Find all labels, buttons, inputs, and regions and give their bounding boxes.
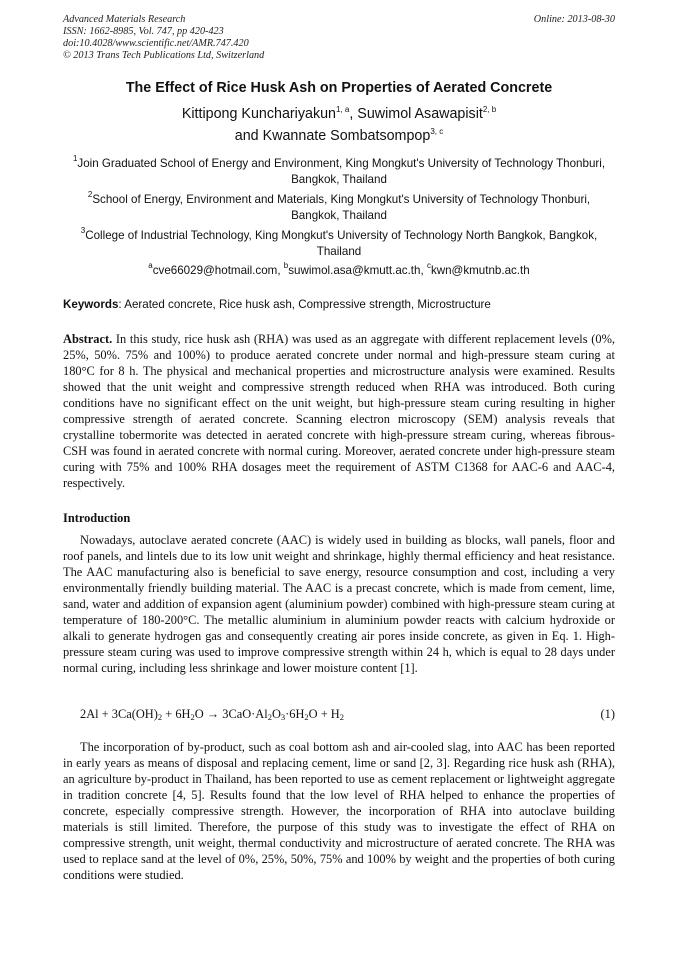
- abstract-label: Abstract.: [63, 332, 113, 346]
- abstract-paragraph: [63, 331, 615, 491]
- author-separator: ,: [349, 106, 358, 122]
- email-link[interactable]: kwn@kmutnb.ac.th: [430, 264, 530, 277]
- introduction-paragraph-1: Nowadays, autoclave aerated concrete (AAC) is widely used in building as blocks, wall panels, floor and roof panels, and lintels due to its low unit weight and shrinkage, highly thermal efficiency and heat resistance. The AAC manufacturing also is beneficial to save energy, resource consumption and cost, including a very environmentally friendly building material. The AAC is a precast concrete, which is made from cement, lime, sand, water and addition of expansion agent (aluminium powder) combined with high-pressure steam curing at temperature of 180-200°C. The metallic aluminium in aluminium powder reacts with calcium hydroxide or alkali to generate hydrogen gas and consequently creating air pores inside concrete, as given in Eq. 1. High-pressure steam curing was used to improve compressive strength within 24 h, which is equal to 28 days under normal curing, including less shrinkage and lower moisture content [1].: [63, 533, 615, 675]
- chemical-equation: [80, 707, 615, 722]
- affiliation-3: [63, 228, 615, 260]
- introduction-heading: Introduction: [63, 511, 131, 525]
- affiliation-1: [63, 156, 615, 188]
- affiliation-number: 3: [80, 226, 86, 235]
- equation-number: (1): [600, 707, 615, 721]
- author-list: [40, 103, 638, 147]
- author-superscript: 1, a: [336, 105, 350, 114]
- affiliation-text: School of Energy, Environment and Materials, King Mongkut's University of Technology Thonburi, Bangkok, Thailand: [92, 193, 591, 222]
- email-superscript: b: [283, 261, 289, 270]
- journal-name: Advanced Materials Research: [63, 14, 186, 25]
- email-link[interactable]: suwimol.asa@kmutt.ac.th: [288, 264, 421, 277]
- email-link[interactable]: cve66029@hotmail.com: [152, 264, 278, 277]
- author-name: Suwimol Asawapisit: [357, 106, 483, 122]
- email-superscript: c: [426, 261, 431, 270]
- author-emails: [40, 261, 638, 277]
- journal-header: [63, 14, 264, 62]
- affiliation-number: 2: [87, 190, 93, 199]
- equation-body: $2Al + 3Ca(OH)_2 + 6H_2O \to 3CaO\cdot Al_2O_3\cdot 6H_2O + H_2$: [80, 707, 345, 722]
- abstract-text: In this study, rice husk ash (RHA) was used as an aggregate with different replacement levels (0%, 25%, 50%. 75% and 100%) to produce aerated concrete under normal and high-pressure steam curing at 180°C for 8 h. The physical and mechanical properties and microstructure analysis were examined. Results showed that the unit weight and compressive strength reduced when RHA was introduced. Both curing conditions have no significant effect on the unit weight, but high-pressure steam curing resulting in higher compressive strength of aerated concrete. Scanning electron microscopy (SEM) analysis reveals that crystalline tobermorite was detected in aerated concrete with high-pressure stream curing, whereas fibrous-CSH was found in aerated concrete with normal curing. Moreover, aerated concrete under high-pressure steam curing with 75% and 100% RHA dosages meet the requirement of ASTM C1368 for AAC-6 and AAC-4, respectively.: [63, 332, 615, 490]
- email-superscript: a: [148, 261, 153, 270]
- online-date: Online: 2013-08-30: [533, 14, 615, 25]
- affiliation-number: 1: [72, 154, 78, 163]
- author-conjunction: and: [234, 128, 263, 144]
- copyright-line: © 2013 Trans Tech Publications Ltd, Switzerland: [63, 50, 265, 61]
- keywords-label: Keywords: [63, 298, 119, 311]
- keywords-line: [63, 298, 623, 311]
- paper-title: The Effect of Rice Husk Ash on Properties of Aerated Concrete: [125, 80, 553, 96]
- affiliation-2: [63, 192, 615, 224]
- introduction-paragraph-2: The incorporation of by-product, such as coal bottom ash and air-cooled slag, into AAC has been reported in early years as means of disposal and replacing cement, lime or sand [2, 3]. Regarding rice husk ash (RHA), an agriculture by-product in Thailand, has been reported to use as cement replacement or lightweight aggregate in tradition concrete [4, 5]. Results found that the low level of RHA helped to enhance the properties of concrete, especially compressive strength. However, the incorporation of RHA into autoclave building materials is still limited. Therefore, the purpose of this study was to investigate the effect of RHA on compressive strength, unit weight, thermal conductivity and microstructure of aerated concrete. The RHA was used to replace sand at the level of 0%, 25%, 50%, 75% and 100% by weight and the properties of both curing conditions were studied.: [63, 740, 615, 882]
- author-name: Kwannate Sombatsompop: [262, 128, 431, 144]
- author-name: Kittipong Kunchariyakun: [181, 106, 336, 122]
- issn-line: ISSN: 1662-8985, Vol. 747, pp 420-423: [63, 26, 224, 37]
- author-superscript: 2, b: [482, 105, 497, 114]
- affiliation-text: Join Graduated School of Energy and Environment, King Mongkut's University of Technology Thonburi, Bangkok, Thailand: [77, 157, 606, 186]
- email-separator: ,: [277, 264, 284, 277]
- keywords-text: : Aerated concrete, Rice husk ash, Compressive strength, Microstructure: [118, 298, 491, 311]
- doi-line[interactable]: doi:10.4028/www.scientific.net/AMR.747.420: [63, 38, 249, 49]
- author-superscript: 3, c: [430, 127, 444, 136]
- author-line-2: [40, 125, 638, 147]
- author-line-1: [40, 103, 638, 125]
- email-separator: ,: [420, 264, 427, 277]
- affiliation-text: College of Industrial Technology, King Mongkut's University of Technology North Bangkok, Bangkok, Thailand: [85, 229, 598, 258]
